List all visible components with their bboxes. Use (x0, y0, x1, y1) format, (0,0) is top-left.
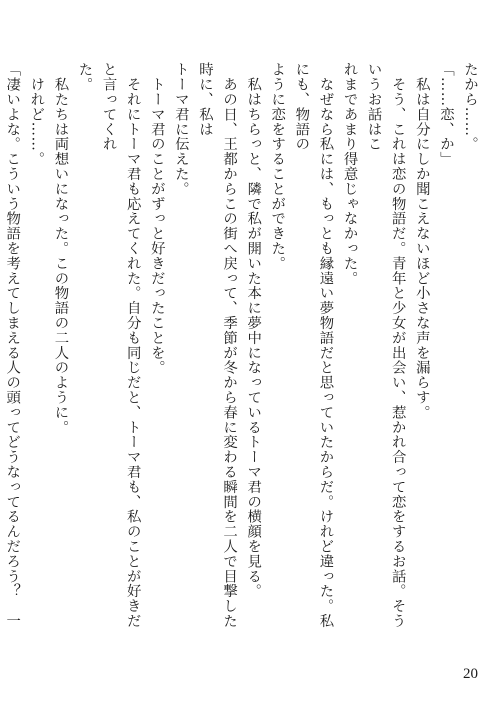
text-line: た。 (76, 62, 93, 92)
text-line: それにトーマ君も応えてくれた。自分も同じだと、トーマ君も、私のことが好きだと言ってくれ (100, 62, 141, 629)
text-line: 「凄いよな。こういう物語を考えてしまえる人の頭ってどうなってるんだろう？ 一 (4, 62, 21, 629)
text-line: なぜなら私には、もっとも縁遠い夢物語だと思っていたからだ。けれど違った。私にも、物語の (293, 62, 334, 629)
text-line: けれど……。 (28, 62, 45, 167)
text-line: 私たちは両想いになった。この物語の二人のように。 (52, 62, 69, 435)
text-line: あの日、王都からこの街へ戻って、季節が冬から春に変わる瞬間を二人で目撃した時に、私は (196, 62, 238, 629)
text-line: そう、これは恋の物語だ。青年と少女が出会い、惹かれ合って恋をするお話。そういうお話はこ (365, 62, 406, 629)
text-line: トーマ君に伝えた。 (172, 62, 189, 197)
text-line: たから……。 (462, 62, 478, 152)
text-line: 「……恋、か」 (437, 62, 454, 167)
text-line: トーマ君のことがずっと好きだったことを。 (148, 62, 165, 375)
body-text (4, 62, 482, 640)
text-line: ように恋をすることができた。 (269, 62, 286, 271)
page-number: 20 (463, 666, 478, 682)
text-line: 私はちらっと、隣で私が開いた本に夢中になっているトーマ君の横顔を見る。 (245, 62, 262, 599)
text-line: 私は自分にしか聞こえないほど小さな声を漏らす。 (413, 62, 430, 420)
text-line: れまであまり得意じゃなかった。 (341, 62, 358, 286)
